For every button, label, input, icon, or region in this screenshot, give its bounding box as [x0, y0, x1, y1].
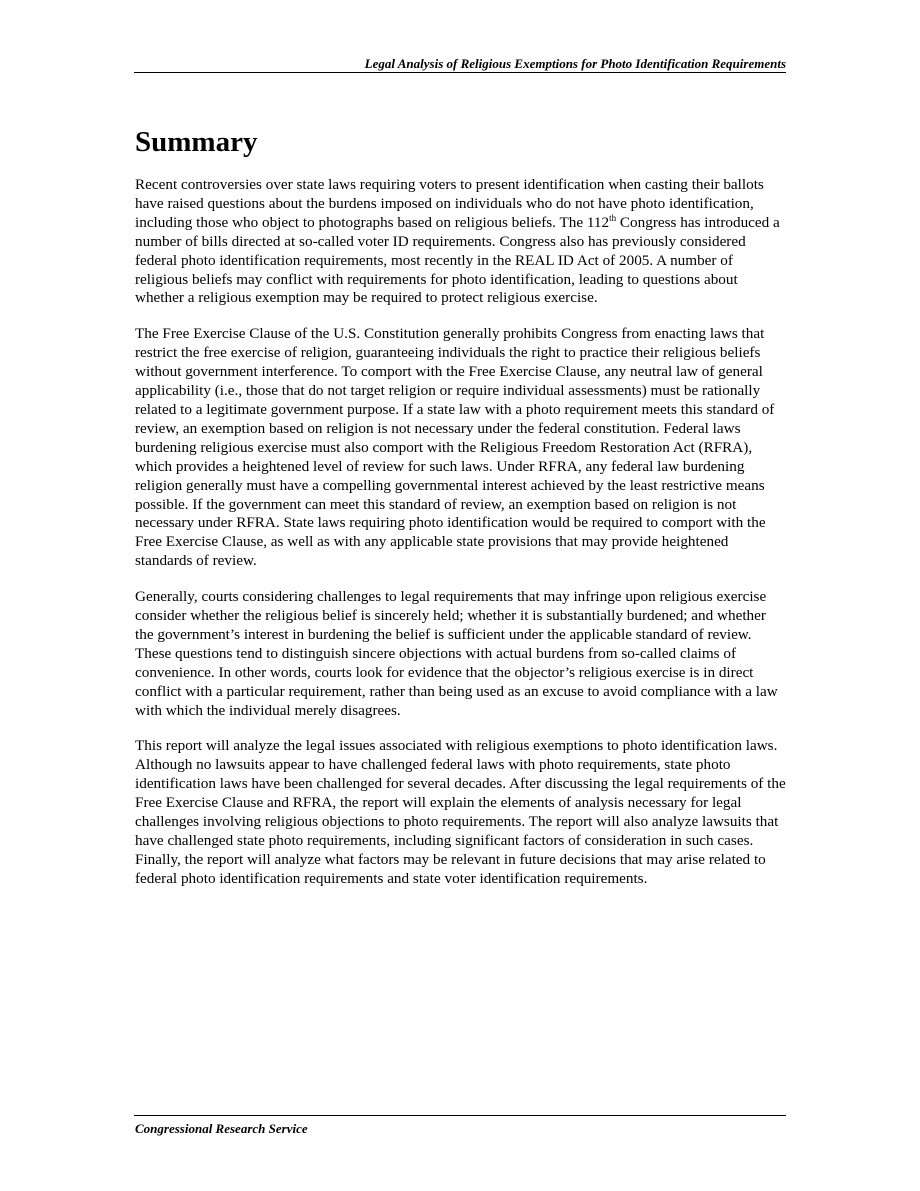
paragraph-2: The Free Exercise Clause of the U.S. Constitution generally prohibits Congress from enacting laws that restrict the free exercise of religion, guaranteeing individuals the right to practice their religious beliefs without government interference. To comport with the Free Exercise Clause, any neutral law of general applicability (i.e., those that do not target religion or require individual assessments) must be rationally related to a legitimate government purpose. If a state law with a photo requirement meets this standard of review, an exemption based on religion is not necessary under the federal constitution. Federal laws burdening religious exercise must also comport with the Religious Freedom Restoration Act (RFRA), which provides a heightened level of review for such laws. Under RFRA, any federal law burdening religion generally must have a compelling governmental interest achieved by the least restrictive means possible. If the government can meet this standard of review, an exemption based on religion is not necessary under RFRA. State laws requiring photo identification would be required to comport with the Free Exercise Clause, as well as with any applicable state provisions that may provide heightened standards of review. — [135, 325, 775, 570]
footer-organization: Congressional Research Service — [135, 1121, 308, 1136]
running-header: Legal Analysis of Religious Exemptions for Photo Identification Requirements — [134, 55, 786, 73]
paragraph-4: This report will analyze the legal issues associated with religious exemptions to photo identification laws. Although no lawsuits appear to have challenged federal laws with photo requirements, state photo identification laws have been challenged for several decades. After discussing the legal requirements of the Free Exercise Clause and RFRA, the report will explain the elements of analysis necessary for legal challenges involving religious objections to photo requirements. The report will also analyze lawsuits that have challenged state photo requirements, including significant factors of consideration in such cases. Finally, the report will analyze what factors may be relevant in future decisions that may arise related to federal photo identification requirements and state voter identification requirements. — [135, 737, 786, 887]
page-title: Summary — [135, 126, 258, 158]
footer-divider — [134, 1115, 786, 1116]
ordinal-suffix: th — [609, 212, 617, 223]
paragraph-1 — [135, 176, 787, 308]
paragraph-3: Generally, courts considering challenges to legal requirements that may infringe upon religious exercise consider whether the religious belief is sincerely held; whether it is substantially burdened; and whether the government’s interest in burdening the belief is sufficient under the applicable standard of review. These questions tend to distinguish sincere objections with actual burdens from so-called claims of convenience. In other words, courts look for evidence that the objector’s religious exercise is in direct conflict with a particular requirement, rather than being used as an excuse to avoid compliance with a law with which the individual merely disagrees. — [135, 588, 778, 719]
summary-body — [135, 176, 787, 906]
paragraph-1-text-b: Congress has introduced a number of bills directed at so-called voter ID requirements. Congress also has previously considered federal photo identification requirements, most recently in the REAL ID Act of 2005. A number of religious beliefs may conflict with requirements for photo identification, leading to questions about whether a religious exemption may be required to protect religious exercise. — [135, 213, 780, 307]
paragraph-1-text-a: Recent controversies over state laws requiring voters to present identification when casting their ballots have raised questions about the burdens imposed on individuals who do not have photo identification, including those who object to photographs based on religious beliefs. The 112 — [135, 176, 764, 231]
